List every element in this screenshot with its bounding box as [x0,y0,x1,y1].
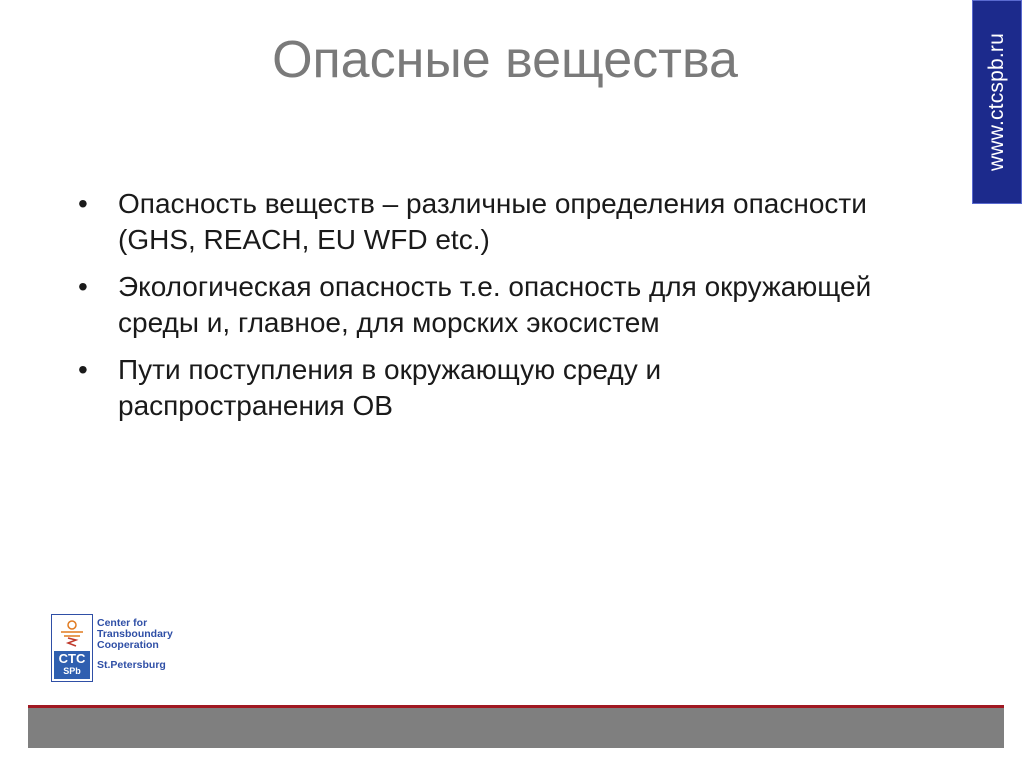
logo-mark-spb: SPb [63,666,81,676]
logo-text [97,618,213,671]
logo-line-2: Transboundary [97,628,173,640]
bullet-dot-icon: • [78,271,88,302]
logo-line-3: Cooperation [97,639,159,651]
bullet-text: Пути поступления в окружающую среду и распространения ОВ [118,354,662,421]
logo-mark-ctc: CTC [58,651,86,666]
emblem-icon [55,618,89,650]
website-url: www.ctcspb.ru [985,33,1008,171]
ctc-logo [51,614,211,684]
logo-mark [54,651,90,679]
bullet-dot-icon: • [78,188,88,219]
bullet-list [78,186,878,435]
bullet-item [78,186,878,258]
bullet-text: Экологическая опасность т.е. опасность для окружающей среды и, главное, для морских экосистем [118,271,872,338]
slide-title: Опасные вещества [272,31,738,89]
footer-band [28,708,1004,748]
logo-box [51,614,93,682]
logo-line-1: Center for [97,617,148,629]
bullet-item [78,352,878,424]
bullet-text: Опасность веществ – различные определения опасности (GHS, REACH, EU WFD etc.) [118,188,867,255]
bullet-item [78,269,878,341]
bullet-dot-icon: • [78,354,88,385]
website-tab [972,0,1022,204]
logo-city: St.Petersburg [97,659,166,671]
